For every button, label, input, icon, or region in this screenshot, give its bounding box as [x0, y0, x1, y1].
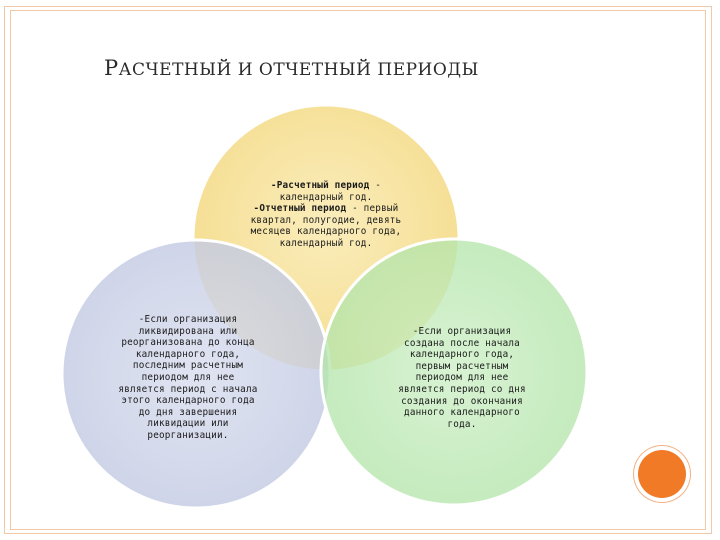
left-line: является период с начала	[118, 383, 258, 395]
top-line3-rest: - первый	[346, 203, 399, 215]
top-line1-rest: -	[369, 180, 382, 191]
accent-dot	[638, 450, 686, 498]
right-line: создана после начала	[404, 337, 520, 349]
right-line: создания до окончания	[401, 395, 523, 407]
left-line: реорганизации.	[147, 429, 229, 441]
top-line3-bold: -Отчетный период	[253, 203, 347, 215]
left-line: ликвидирована или	[138, 325, 238, 337]
right-line: является период со дня	[398, 383, 526, 395]
top-line2: календарный год.	[279, 191, 373, 203]
top-line1-bold: -Расчетный период	[270, 180, 370, 191]
right-circle-text	[364, 326, 560, 430]
right-line: данного календарного	[404, 407, 520, 419]
right-line: первым расчетным	[415, 360, 509, 372]
top-line6: календарный год.	[279, 237, 373, 249]
top-line4: квартал, полугодие, девять	[250, 214, 402, 226]
right-line: -Если организация	[412, 326, 512, 337]
left-line: до дня завершения	[138, 406, 238, 418]
left-line: -Если организация	[138, 314, 238, 325]
right-line: периодом для нее	[415, 372, 509, 384]
slide-title-rest: АСЧЕТНЫЙ И ОТЧЕТНЫЙ ПЕРИОДЫ	[118, 60, 479, 80]
left-line: этого календарного года	[121, 395, 255, 407]
top-line5: месяцев календарного года,	[250, 226, 402, 238]
left-line: реорганизована до конца	[121, 337, 255, 349]
right-line: календарного года,	[409, 349, 515, 361]
slide-title-initial: Р	[104, 56, 119, 80]
left-circle-text	[88, 314, 288, 442]
right-line: года.	[447, 418, 477, 430]
left-line: периодом для нее	[141, 371, 235, 383]
left-line: календарного года,	[135, 348, 241, 360]
top-circle-text	[236, 180, 416, 250]
left-line: ликвидации или	[147, 418, 229, 430]
left-line: последним расчетным	[132, 360, 244, 372]
